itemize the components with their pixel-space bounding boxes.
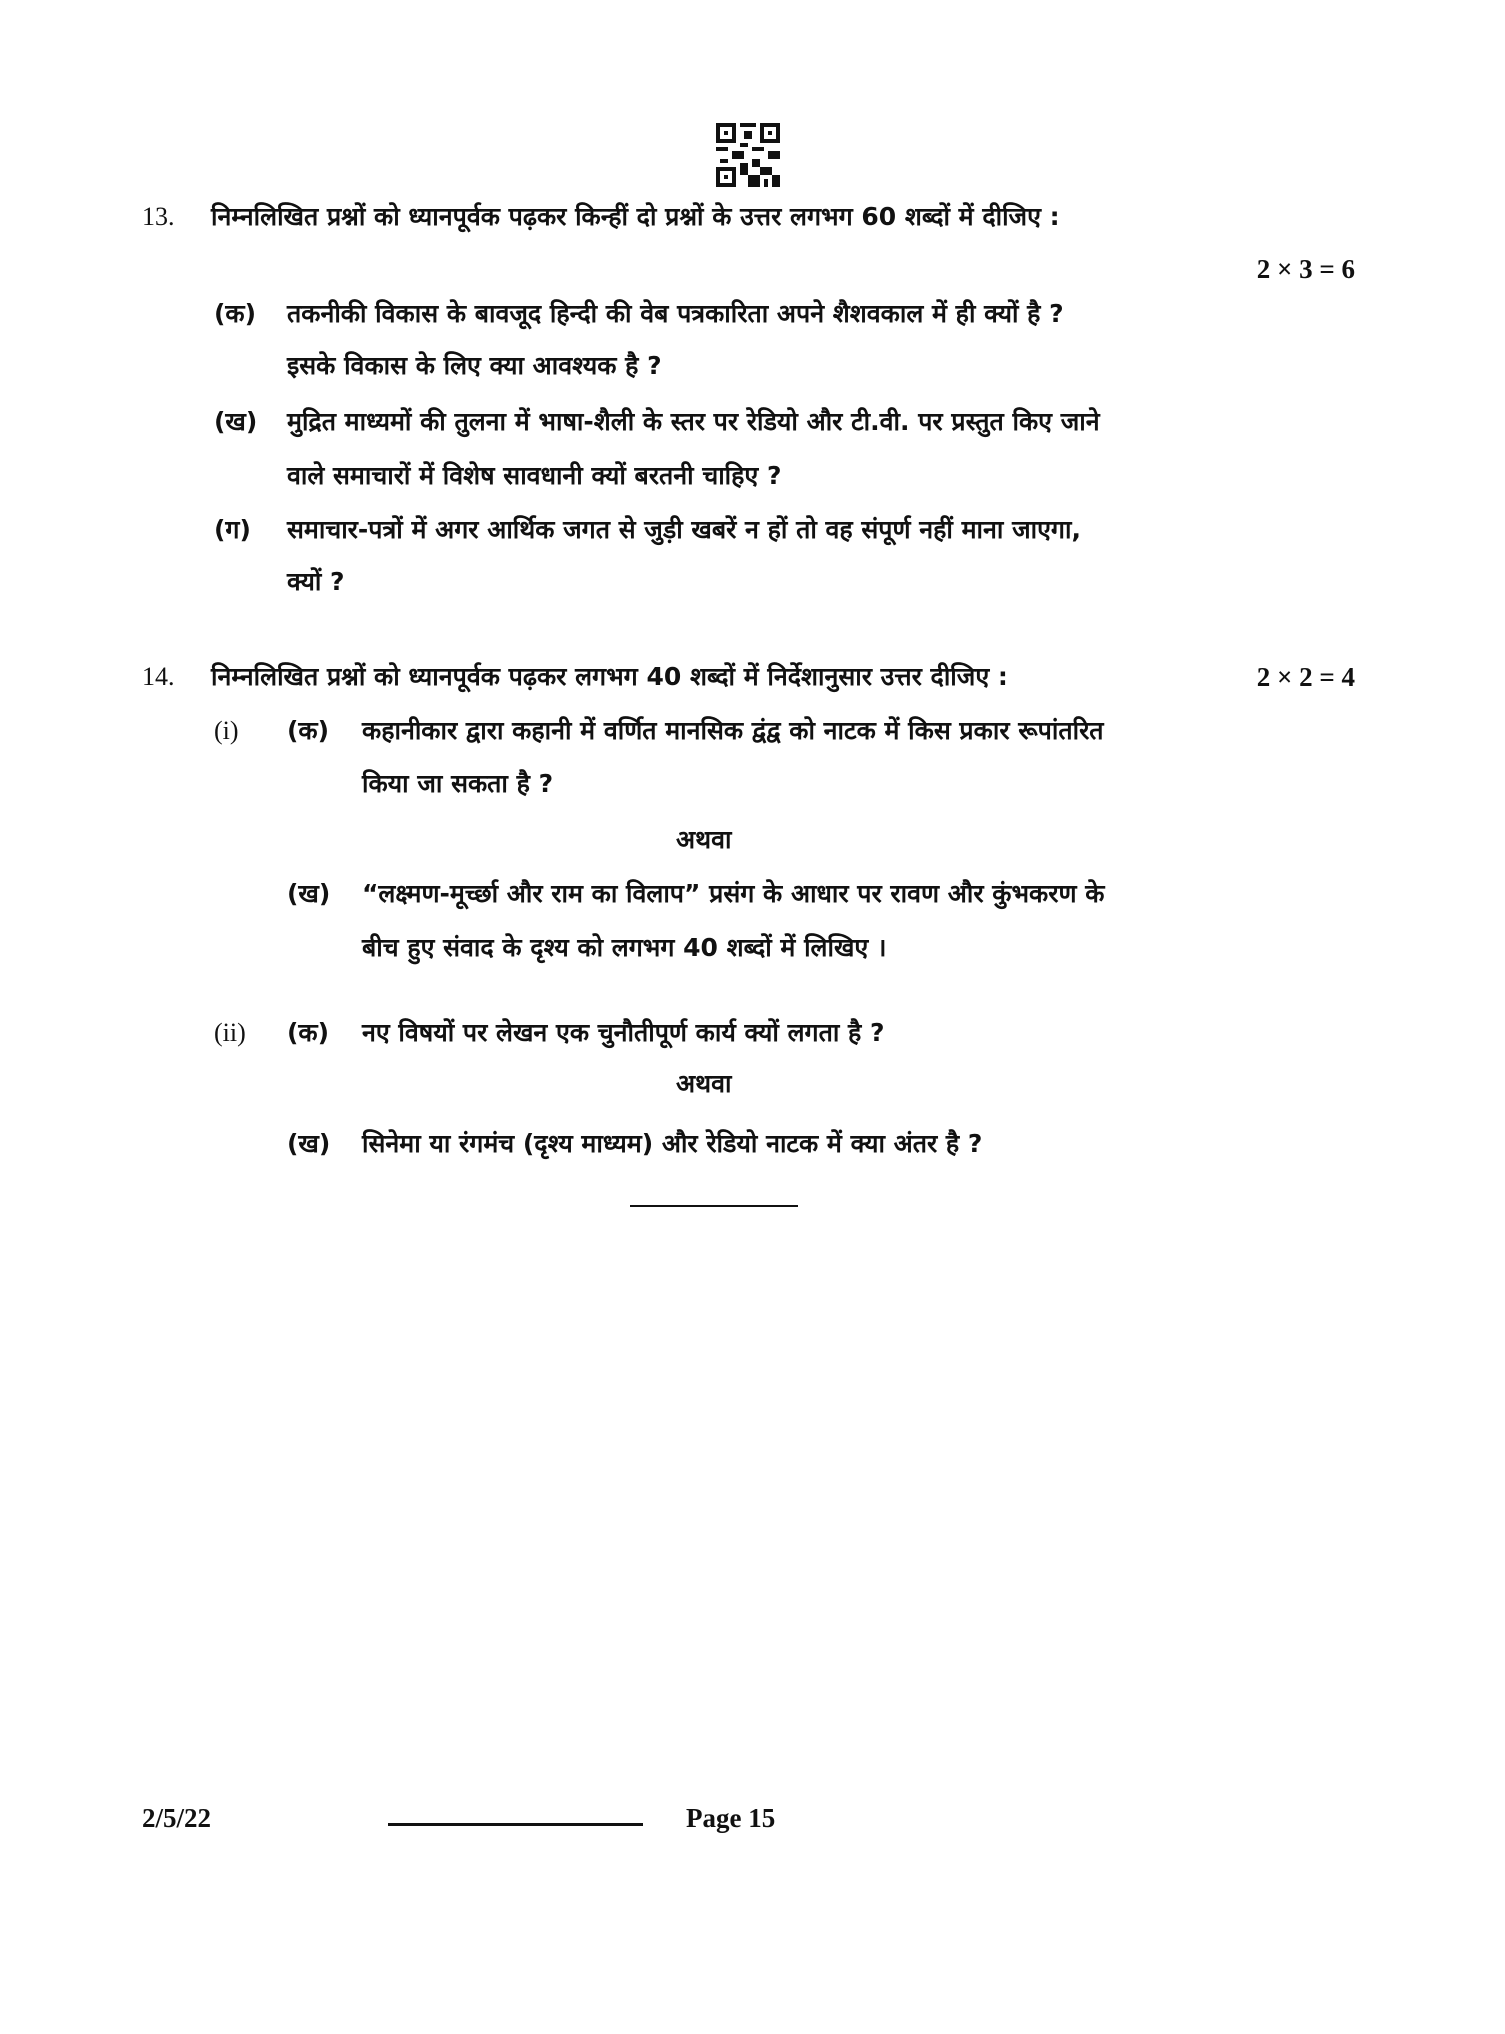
qr-code bbox=[716, 123, 780, 187]
q14-sub-ii-label: (ii) bbox=[214, 1018, 246, 1047]
q14-i-a-line: कहानीकार द्वारा कहानी में वर्णित मानसिक द्वंद्व को नाटक में किस प्रकार रूपांतरित bbox=[362, 716, 1104, 745]
q14-ii-a-label: (क) bbox=[287, 1018, 330, 1047]
q14-i-b-label: (ख) bbox=[287, 879, 331, 908]
q13-part-a-line: तकनीकी विकास के बावजूद हिन्दी की वेब पत्रकारिता अपने शैशवकाल में ही क्यों है ? bbox=[287, 299, 1064, 328]
q14-i-b-line: “लक्ष्मण-मूर्च्छा और राम का विलाप” प्रसंग के आधार पर रावण और कुंभकरण के bbox=[362, 879, 1105, 908]
q14-sub-i-label: (i) bbox=[214, 716, 239, 745]
q13-part-a-label: (क) bbox=[214, 299, 257, 328]
q13-part-b-line: वाले समाचारों में विशेष सावधानी क्यों बरतनी चाहिए ? bbox=[287, 461, 782, 490]
question-13-marks: 2 × 3 = 6 bbox=[1256, 254, 1355, 284]
q14-ii-b-line: सिनेमा या रंगमंच (दृश्य माध्यम) और रेडियो नाटक में क्या अंतर है ? bbox=[362, 1129, 983, 1158]
footer-code: 2/5/22 bbox=[142, 1803, 212, 1833]
question-13-number: 13. bbox=[142, 202, 175, 231]
footer-rule bbox=[388, 1823, 643, 1826]
q14-ii-b-label: (ख) bbox=[287, 1129, 331, 1158]
q13-part-b-line: मुद्रित माध्यमों की तुलना में भाषा-शैली के स्तर पर रेडियो और टी.वी. पर प्रस्तुत किए जाने bbox=[287, 407, 1100, 436]
q13-part-a-line: इसके विकास के लिए क्या आवश्यक है ? bbox=[287, 351, 662, 380]
q13-part-c-label: (ग) bbox=[214, 515, 251, 544]
q14-i-a-line: किया जा सकता है ? bbox=[362, 769, 554, 798]
q13-part-c-line: समाचार-पत्रों में अगर आर्थिक जगत से जुड़ी खबरें न हों तो वह संपूर्ण नहीं माना जाएगा, bbox=[287, 515, 1081, 544]
or-label: अथवा bbox=[676, 1069, 732, 1098]
or-label: अथवा bbox=[676, 825, 732, 854]
q13-part-b-label: (ख) bbox=[214, 407, 258, 436]
q14-i-b-line: बीच हुए संवाद के दृश्य को लगभग 40 शब्दों में लिखिए । bbox=[362, 933, 887, 962]
end-rule bbox=[630, 1205, 798, 1207]
page-number: Page 15 bbox=[686, 1803, 776, 1833]
question-13-instruction: निम्नलिखित प्रश्नों को ध्यानपूर्वक पढ़कर किन्हीं दो प्रश्नों के उत्तर लगभग 60 शब्दों में दीजिए : bbox=[211, 202, 1060, 231]
q13-part-c-line: क्यों ? bbox=[287, 567, 345, 596]
q14-ii-a-line: नए विषयों पर लेखन एक चुनौतीपूर्ण कार्य क्यों लगता है ? bbox=[362, 1018, 885, 1047]
question-14-instruction: निम्नलिखित प्रश्नों को ध्यानपूर्वक पढ़कर लगभग 40 शब्दों में निर्देशानुसार उत्तर दीजिए : bbox=[211, 662, 1008, 691]
question-14-number: 14. bbox=[142, 662, 175, 691]
question-14-marks: 2 × 2 = 4 bbox=[1256, 662, 1355, 692]
q14-i-a-label: (क) bbox=[287, 716, 330, 745]
